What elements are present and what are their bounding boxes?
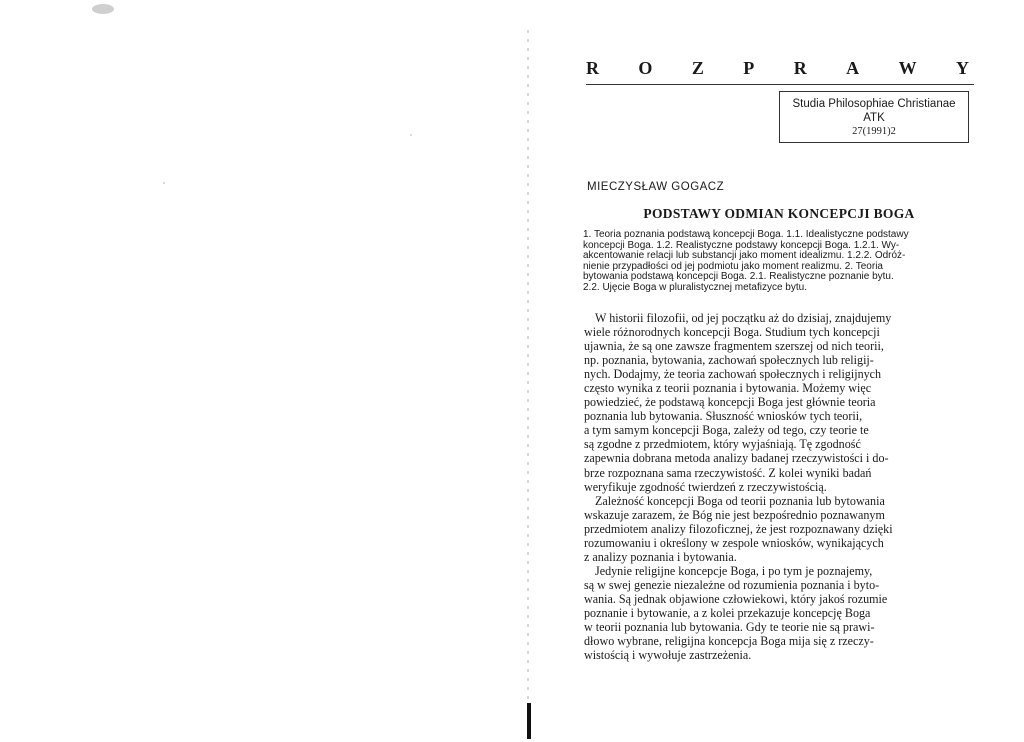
section-letter: P	[743, 58, 756, 78]
body-line: są zgodne z przedmiotem, który wyjaśniają. Tę zgodność	[584, 437, 861, 452]
body-line: rozumowaniu i określony w zespole wniosków, wynikających	[584, 535, 884, 550]
body-line: weryfikuje zgodność twierdzeń z rzeczywistością.	[584, 479, 827, 494]
section-letter: A	[846, 58, 861, 78]
toc-line: koncepcji Boga. 1.2. Realistyczne podstawy koncepcji Boga. 1.2.1. Wy-	[583, 239, 900, 251]
journal-publisher: ATK	[863, 112, 885, 124]
journal-name: Studia Philosophiae Christianae	[792, 98, 956, 110]
body-line: przedmiotem analizy filozoficznej, że jest rozpoznawany dzięki	[584, 521, 893, 536]
body-line: brze rozpoznana sama rzeczywistość. Z kolei wyniki badań	[584, 465, 872, 480]
body-line: wistością i wywołuje zastrzeżenia.	[584, 648, 752, 663]
body-line: dłowo wybrane, religijna koncepcja Boga mija się z rzeczy-	[584, 634, 874, 649]
section-letter: R	[793, 58, 808, 78]
body-line: są w swej genezie niezależne od rozumienia poznania i byto-	[584, 577, 880, 592]
scan-speck	[410, 134, 412, 136]
body-line: Jedynie religijne koncepcje Boga, i po tym je poznajemy,	[595, 563, 873, 578]
body-line: w teorii poznania lub bytowania. Gdy te teorie nie są prawi-	[584, 620, 875, 635]
scan-speck	[163, 182, 165, 184]
body-line: nych. Dodajmy, że teoria zachowań społecznych i religijnych	[584, 367, 882, 382]
body-line: W historii filozofii, od jej początku aż do dzisiaj, znajdujemy	[595, 311, 892, 325]
section-letter: O	[638, 58, 654, 78]
section-letter: R	[586, 58, 600, 78]
toc-line: 1. Teoria poznania podstawą koncepcji Boga. 1.1. Idealistyczne podstawy	[583, 229, 909, 240]
body-line: wiele różnorodnych koncepcji Boga. Studium tych koncepcji	[584, 325, 880, 340]
body-line: a tym samym koncepcji Boga, zależy od tego, czy teorie te	[584, 423, 869, 438]
header-rule	[586, 84, 974, 85]
body-line: ujawnia, że są one zawsze fragmentem szerszej od nich teorii,	[584, 339, 884, 354]
section-header	[586, 58, 970, 79]
journal-info-box	[779, 91, 969, 143]
body-line: Zależność koncepcji Boga od teorii poznania lub bytowania	[595, 493, 885, 508]
body-line: wskazuje zarazem, że Bóg nie jest bezpośrednio poznawanym	[584, 507, 885, 522]
body-line: powiedzieć, że podstawą koncepcji Boga jest głównie teoria	[584, 395, 876, 410]
article-title: PODSTAWY ODMIAN KONCEPCJI BOGA	[643, 206, 915, 221]
article-author: MIECZYSŁAW GOGACZ	[587, 181, 725, 193]
body-line: poznania lub bytowania. Słuszność wniosków tych teorii,	[584, 409, 863, 424]
toc-line: 2.2. Ujęcie Boga w pluralistycznej metafizyce bytu.	[583, 281, 807, 293]
table-of-contents	[583, 230, 975, 294]
toc-line: akcentowanie relacji lub substancji jako moment idealizmu. 1.2.2. Odróż-	[583, 250, 906, 262]
section-letter: Y	[955, 58, 970, 78]
body-line: wania. Są jednak objawione człowiekowi, który jakoś rozumie	[584, 591, 888, 606]
gutter-binding-mark	[527, 703, 531, 739]
journal-issue: 27(1991)2	[852, 126, 896, 137]
scan-smudge	[92, 4, 114, 14]
body-line: z analizy poznania i bytowania.	[584, 549, 737, 564]
article-body	[584, 311, 976, 662]
toc-line: bytowania podstawą koncepcji Boga. 2.1. Realistyczne poznanie bytu.	[583, 271, 894, 283]
page-gutter	[527, 30, 529, 730]
body-line: zapewnia dobrana metoda analizy badanej rzeczywistości i do-	[584, 451, 889, 466]
body-line: np. poznania, bytowania, zachowań społecznych lub religij-	[584, 353, 874, 368]
body-line: poznanie i bytowanie, a z kolei przekazuje koncepcję Boga	[584, 605, 871, 620]
section-letter: W	[898, 58, 918, 78]
body-line: często wynika z teorii poznania i bytowania. Możemy więc	[584, 381, 872, 396]
section-letter: Z	[691, 58, 705, 78]
toc-line: nienie przypadłości od jej podmiotu jako moment realizmu. 2. Teoria	[583, 260, 883, 272]
